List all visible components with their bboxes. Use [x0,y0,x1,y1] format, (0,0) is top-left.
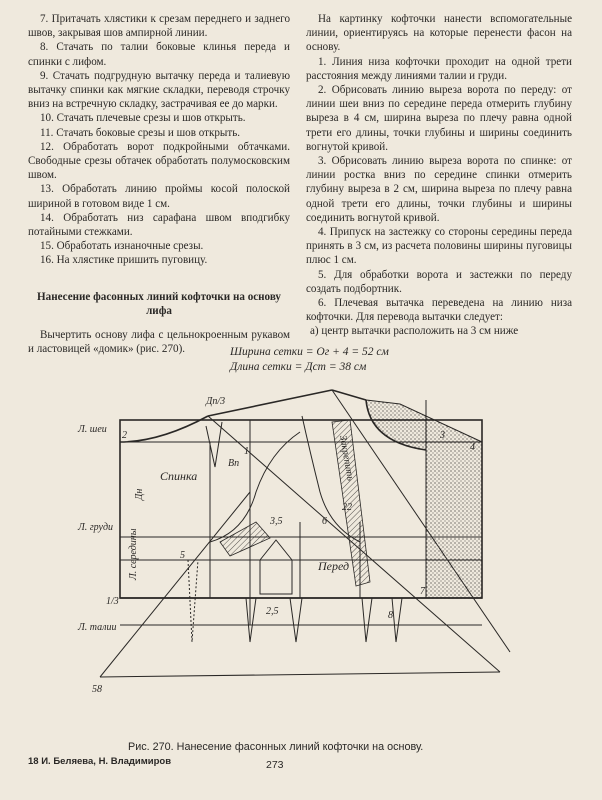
figure-title-length: Длина сетки = Дст = 38 см [230,361,367,373]
num-label: 4 [470,442,475,453]
list-item: 8. Стачать по талии боковые клинья переда и спинки с лифом. [28,41,290,68]
label-dn: Дн [134,488,145,500]
list-item: 3. Обрисовать линию выреза ворота по спинке: от линии ростка вниз по середине спинки отмерить глубину выреза в 2 см, ширина выреза по плечу равна одной трети его длины, точки глубины и ширины соединить вогнутой кривой. [306,155,572,224]
list-item: 10. Стачать плечевые срезы и шов открыть. [40,112,246,125]
list-item: а) центр вытачки расположить на 3 см ниже [310,325,519,338]
num-label: 58 [92,684,102,695]
num-label: 2,5 [266,606,279,617]
list-item: 9. Стачать подгрудную вытачку переда и талиевую вытачку спинки как мягкие складки, переводя строчку вниз на встречную складку, застрачивая ее до марки. [28,69,290,111]
list-item: 13. Обработать линию проймы косой полоской шириной в готовом виде 1 см. [28,183,290,210]
figure-title-width: Ширина сетки = Ог + 4 = 52 см [230,346,389,358]
num-label: 5 [180,550,185,561]
num-label: 1 [244,446,249,457]
list-item: 16. На хлястике пришить пуговицу. [40,254,208,267]
label-sleeve: Дп/3 [206,396,226,407]
list-item: На картинку кофточки нанести вспомогательные линии, ориентируясь на которые перенести фасон на основу. [306,13,572,54]
list-item: 6. Плечевая вытачка переведена на линию низа кофточки. Для перевода вытачки следует: [306,297,572,324]
figure-caption: Рис. 270. Нанесение фасонных линий кофточки на основу. [128,741,424,753]
label-zakrepit: Закрепить [337,434,356,482]
num-label: 3 [440,430,445,441]
section-heading: Нанесение фасонных линий кофточки на основу лифа [37,290,281,317]
num-label: 8 [388,610,393,621]
label-chest: Л. груди [78,522,114,533]
label-vp: Вп [228,458,240,469]
num-label: 7 [420,586,425,597]
num-label: 6 [322,516,327,527]
list-item: 1. Линия низа кофточки проходит на одной трети расстояния между линиями талии и груди. [306,55,572,82]
label-waist: Л. талии [78,622,117,633]
footer-authors: 18 И. Беляева, Н. Владимиров [28,756,172,767]
list-item: 12. Обработать ворот подкройными обтачками. Свободные срезы обтачек обработать полумосковским швом. [28,140,290,182]
num-label: 2 [122,430,127,441]
pattern-figure [70,342,580,737]
list-item: 14. Обработать низ сарафана швом вподгибку потайными стежками. [28,211,290,239]
label-back: Спинка [160,469,198,483]
pattern-drawing [70,342,580,737]
page-number: 273 [266,759,284,771]
num-label: 3,5 [270,516,283,527]
list-item: 7. Притачать хлястики к срезам переднего и заднего швов, закрывая шов ампирной линии. [28,13,290,40]
list-item: 11. Стачать боковые срезы и шов открыть. [40,126,241,139]
right-column [306,12,572,339]
list-item: 2. Обрисовать линию выреза ворота по переду: от линии шеи вниз по середине переда отмерить глубину выреза в 4 см, ширина выреза по плечу равна одной трети его длины, точки глубины и ширины соединить вогнутой кривой. [306,84,572,153]
num-label: 22 [342,502,352,513]
label-one-third: 1/3 [106,596,119,607]
label-front: Перед [318,559,350,573]
label-neck: Л. шеи [78,424,107,435]
label-center: Л. середины [128,528,139,580]
left-column [28,12,290,356]
intro-paragraph: Вычертить основу лифа с цельнокроенным рукавом и ластовицей «домик» (рис. 270). [28,329,290,356]
list-item: 4. Припуск на застежку со стороны середины переда принять в 3 см, из расчета половины ширины пуговицы плюс 1 см. [306,226,572,267]
list-item: 5. Для обработки ворота и застежки по переду создать подбортник. [306,268,572,295]
list-item: 15. Обработать изнаночные срезы. [40,240,204,253]
